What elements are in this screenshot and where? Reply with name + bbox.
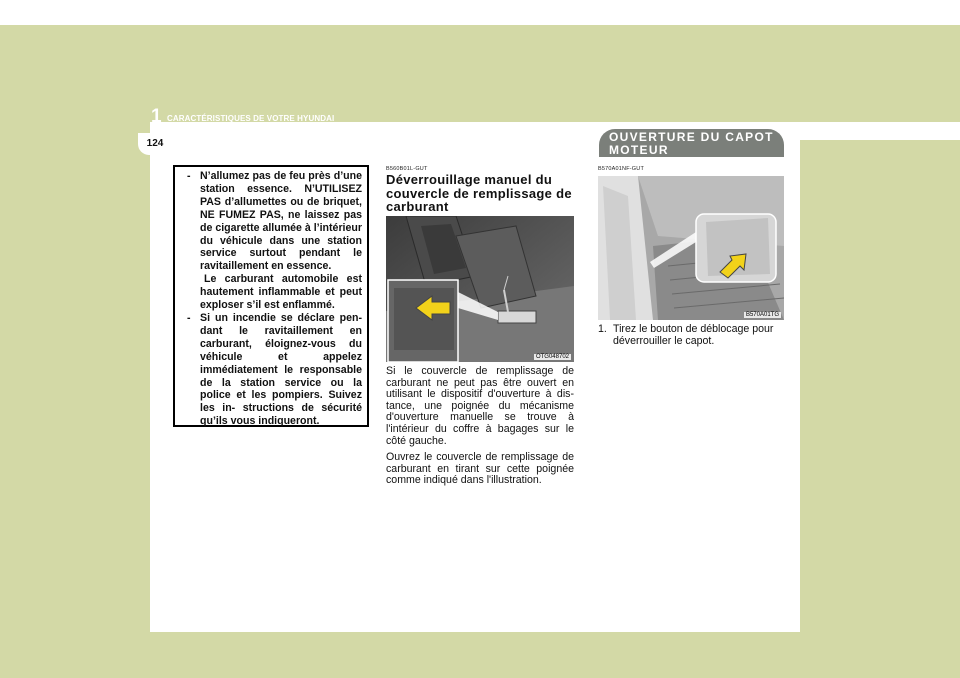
section-banner-title: OUVERTURE DU CAPOT MOTEUR	[609, 130, 774, 157]
section-code: B560B01L-GUT	[386, 166, 428, 172]
page-number: 124	[146, 138, 164, 149]
trunk-interior-illustration	[386, 216, 574, 362]
warning-item	[181, 170, 362, 312]
header-strip	[150, 122, 960, 140]
image-label: B570A01TG	[745, 312, 779, 318]
warning-item	[181, 312, 362, 428]
warning-list	[175, 167, 367, 428]
step-item	[598, 324, 784, 347]
paragraph: Si le couvercle de remplissage de carburant ne peut pas être ouvert en utilisant le dispositif d'ouverture à dis- tance, une poignée du mécanisme d'ouverture manuelle se trouve à l'intérieur du coffre à bagages sur le côté gauche.	[386, 365, 574, 447]
fuel-release-photo	[386, 216, 574, 362]
warning-text: Si un incendie se déclare pen- dant le ravitaillement en carburant, éloignez-vous du véhicule et appelez immédiatement le responsable de la station service ou la police et les pompiers. Suivez les in- structions de sécurité qu’ils vous indiqueront.	[200, 311, 362, 428]
image-label: OTG048702	[535, 354, 569, 360]
driver-footwell-illustration	[598, 176, 784, 320]
list-dash: -	[187, 170, 191, 182]
list-dash: -	[187, 311, 191, 324]
paragraph: Ouvrez le couvercle de remplissage de carburant en tirant sur cette poignée comme indiqué dans l'illustration.	[386, 451, 574, 487]
chapter-number: 1	[151, 106, 162, 127]
step-text: Tirez le bouton de déblocage pour déverrouiller le capot.	[613, 323, 774, 347]
warning-box	[173, 165, 369, 427]
hood-release-photo	[598, 176, 784, 320]
section-code: B570A01NF-GUT	[598, 166, 645, 172]
step-number: 1.	[598, 323, 607, 335]
warning-continuation: Le carburant automobile est hautement inflammable et peut exploser s’il est enflammé.	[200, 273, 362, 312]
section-title: Déverrouillage manuel du couvercle de remplissage de carburant	[386, 172, 572, 214]
warning-text: N’allumez pas de feu près d’une station essence. N’UTILISEZ PAS d’allumettes ou de briquet, NE FUMEZ PAS, ne laissez pas de cigarette allumée à l’intérieur du véhicule dans une station service surtout pendant le ravitaillement en essence.	[200, 170, 362, 273]
chapter-title: CARACTÉRISTIQUES DE VOTRE HYUNDAI	[167, 114, 335, 123]
